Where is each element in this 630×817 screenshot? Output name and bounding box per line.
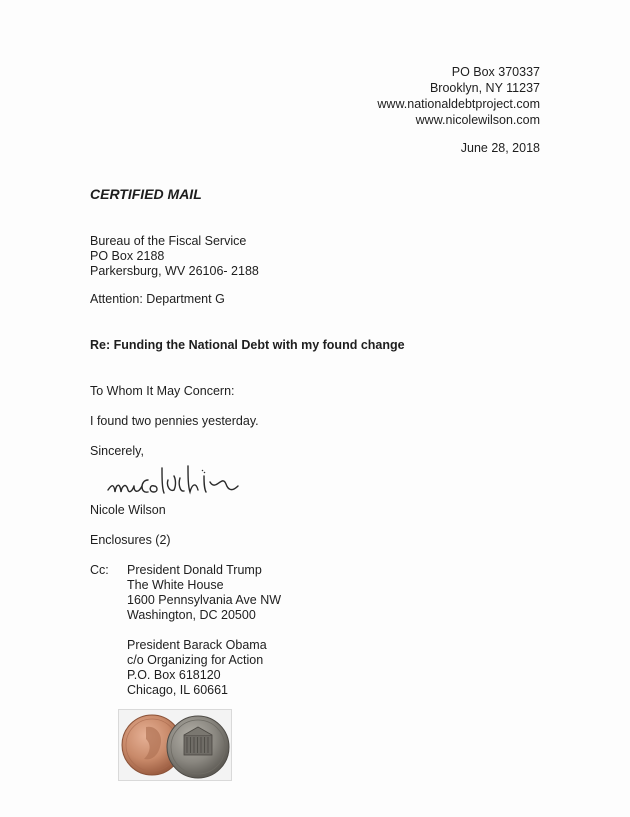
cc-recipient-trump <box>127 563 281 623</box>
recipient-address-line1: PO Box 2188 <box>90 249 165 263</box>
signer-name: Nicole Wilson <box>90 503 166 517</box>
sender-address <box>377 64 540 128</box>
recipient-address-line2: Parkersburg, WV 26106- 2188 <box>90 264 259 278</box>
cc-recipient-line: Washington, DC 20500 <box>127 608 256 622</box>
sender-address-line1: PO Box 370337 <box>451 65 540 79</box>
cc-recipient-line: 1600 Pennsylvania Ave NW <box>127 593 282 607</box>
cc-label: Cc: <box>90 563 109 577</box>
recipient-name: Bureau of the Fiscal Service <box>90 234 247 248</box>
handwritten-signature <box>104 462 264 502</box>
sender-address-line2: Brooklyn, NY 11237 <box>429 81 540 95</box>
cc-recipient-line: P.O. Box 618120 <box>127 668 221 682</box>
letter-date: June 28, 2018 <box>460 141 540 155</box>
subject-line: Re: Funding the National Debt with my found change <box>90 338 405 352</box>
sender-website-2: www.nicolewilson.com <box>415 113 540 127</box>
letter-body: I found two pennies yesterday. <box>90 414 259 428</box>
cc-recipient-line: President Donald Trump <box>127 563 262 577</box>
salutation: To Whom It May Concern: <box>90 384 235 398</box>
cc-recipient-line: President Barack Obama <box>127 638 267 652</box>
recipient-address <box>90 234 259 279</box>
cc-recipient-line: The White House <box>127 578 224 592</box>
cc-recipient-line: Chicago, IL 60661 <box>127 683 229 697</box>
cc-recipient-obama <box>127 638 267 698</box>
closing: Sincerely, <box>90 444 144 458</box>
enclosures-note: Enclosures (2) <box>90 533 171 547</box>
sender-website-1: www.nationaldebtproject.com <box>377 97 540 111</box>
gray-penny <box>167 716 229 778</box>
cc-recipient-line: c/o Organizing for Action <box>127 653 264 667</box>
taped-pennies <box>116 705 236 785</box>
attention-line: Attention: Department G <box>90 292 225 306</box>
certified-mail-heading: CERTIFIED MAIL <box>90 186 202 202</box>
